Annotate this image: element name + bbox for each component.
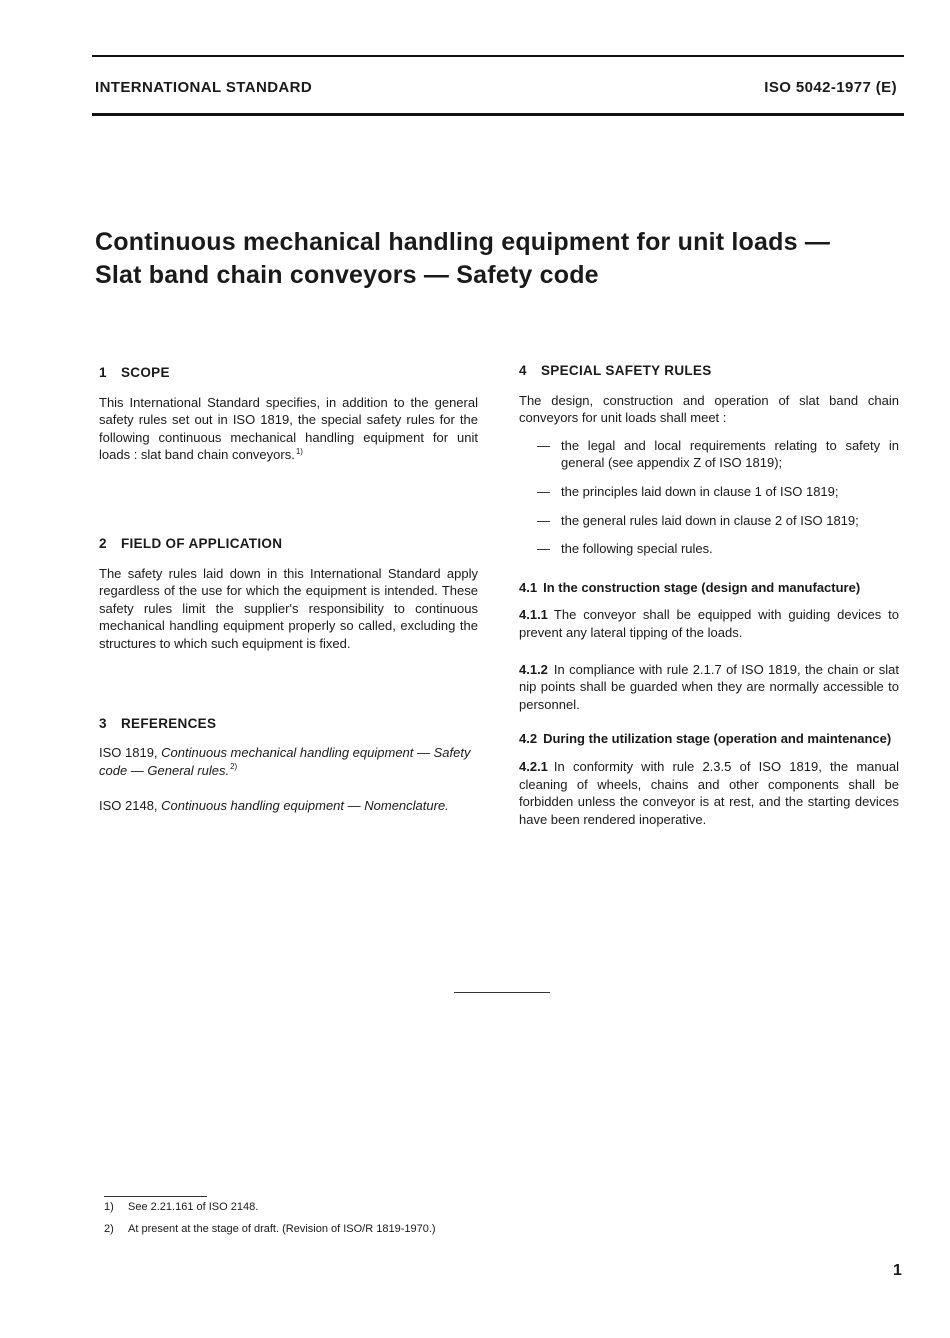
- section-1-heading: 1 SCOPE: [99, 365, 170, 380]
- section-3-heading: 3 REFERENCES: [99, 715, 217, 731]
- footnote-2: 2) At present at the stage of draft. (Revision of ISO/R 1819-1970.): [104, 1223, 436, 1235]
- right-column: [519, 362, 899, 828]
- subsection-4-2-heading: 4.2 During the utilization stage (operation and maintenance): [519, 731, 892, 747]
- page-number: 1: [893, 1262, 902, 1279]
- list-item: — the principles laid down in clause 1 of ISO 1819;: [519, 483, 899, 501]
- clause-4-1-1: 4.1.1 The conveyor shall be equipped with guiding devices to prevent any lateral tipping of the loads.: [519, 607, 899, 640]
- section-2-heading: 2 FIELD OF APPLICATION: [99, 535, 283, 551]
- header-top-rule: [92, 55, 904, 57]
- requirements-list: [519, 437, 899, 558]
- title-line-1: Continuous mechanical handling equipment for unit loads —: [95, 228, 831, 256]
- clause-4-2-1: 4.2.1 In conformity with rule 2.3.5 of ISO 1819, the manual cleaning of wheels, chains and other components shall be forbidden unless the conveyor is at rest, and the starting devices have been rendered inoperative.: [519, 758, 899, 827]
- header-right-label: ISO 5042-1977 (E): [764, 79, 897, 96]
- header-bottom-rule: [92, 113, 904, 116]
- footnote-1: 1) See 2.21.161 of ISO 2148.: [104, 1201, 259, 1213]
- section-4-intro: The design, construction and operation of slat band chain conveyors for unit loads shall meet :: [519, 392, 899, 426]
- reference-iso-2148: ISO 2148, Continuous handling equipment — Nomenclature.: [99, 798, 449, 814]
- list-item: — the legal and local requirements relating to safety in general (see appendix Z of ISO 1819);: [519, 437, 899, 472]
- section-1-text: This International Standard specifies, in addition to the general safety rules set out in ISO 1819, the special safety rules for the following continuous mechanical handling equipment for unit loads : slat band chain conveyors.$^{1)}$: [99, 394, 478, 463]
- reference-iso-1819: ISO 1819, Continuous mechanical handling equipment — Safety code — General rules.$^{2)}$: [99, 745, 471, 778]
- dash-bullet: —: [537, 541, 550, 557]
- footnote-ref-2: 2): [230, 762, 238, 772]
- subsection-4-1-heading: 4.1 In the construction stage (design and manufacture): [519, 579, 861, 595]
- list-item: — the general rules laid down in clause 2 of ISO 1819;: [519, 512, 899, 530]
- title-line-2: Slat band chain conveyors — Safety code: [95, 261, 599, 289]
- footnote-ref-1: 1): [295, 447, 303, 457]
- section-4-heading: 4 SPECIAL SAFETY RULES: [519, 363, 712, 378]
- column-end-rule: [454, 992, 550, 993]
- clause-4-1-2: 4.1.2 In compliance with rule 2.1.7 of ISO 1819, the chain or slat nip points shall be guarded when they are normally accessible to personnel.: [519, 661, 899, 712]
- footnote-separator: [104, 1196, 207, 1197]
- left-column: [99, 364, 478, 815]
- section-2-text: The safety rules laid down in this International Standard apply regardless of the use for which the equipment is intended. These safety rules limit the supplier's responsibility to continuous mechanical handling equipment properly so called, excluding the structures to which such equipment is fixed.: [99, 565, 478, 651]
- list-item: — the following special rules.: [519, 540, 899, 558]
- dash-bullet: —: [537, 483, 550, 499]
- header-left-label: INTERNATIONAL STANDARD: [95, 79, 313, 96]
- dash-bullet: —: [537, 437, 550, 453]
- dash-bullet: —: [537, 512, 550, 528]
- document-title: [95, 226, 915, 292]
